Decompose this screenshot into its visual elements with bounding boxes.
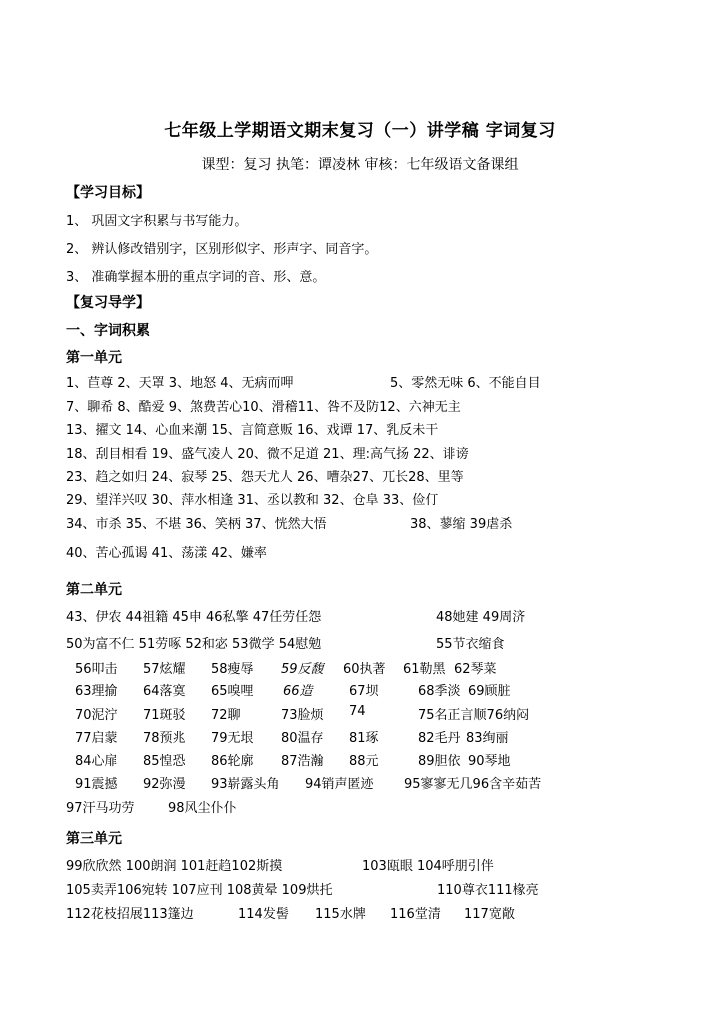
vocab-line: 50为富不仁 51劳啄 52和宓 53微学 54慰勉 [66, 637, 322, 652]
vocab-word: 92弥漫 [143, 777, 186, 792]
vocab-word: 80温存 [281, 731, 324, 746]
vocab-word: 70泥泞 [75, 708, 118, 723]
vocab-word: 78预兆 [143, 731, 186, 746]
vocab-line: 13、擢文 14、心血来潮 15、言简意贩 16、戏谭 17、乳反未干 [66, 423, 439, 438]
vocab-line: 1、苣尊 2、天罩 3、地怒 4、无病而呷 [66, 376, 294, 391]
vocab-line: 18、刮目相看 19、盛气凌人 20、微不足道 21、理:高气扬 22、诽谤 [66, 447, 469, 462]
vocab-word: 64落寞 [143, 684, 186, 699]
vocab-word: 91震撼 [75, 777, 118, 792]
vocab-word: 60执著 [343, 662, 386, 677]
vocab-word: 84心扉 [75, 754, 118, 769]
vocab-word: 114发髻 [238, 907, 289, 922]
vocab-word: 61勒黑 [403, 662, 446, 677]
vocab-word: 116堂清 [390, 907, 441, 922]
goal-item: 1、 巩固文字积累与书写能力。 [66, 214, 248, 229]
vocab-line: 34、市杀 35、不堪 36、笑柄 37、恍然大悟 [66, 517, 327, 532]
vocab-word: 57炫耀 [143, 662, 186, 677]
vocab-word: 65嗅哩 [211, 684, 254, 699]
vocab-word: 94销声匿迹 [305, 777, 374, 792]
vocab-word: 75名正言顺76纳闷 [418, 708, 530, 723]
vocab-word: 77启蒙 [75, 731, 118, 746]
vocab-word: 74 [349, 704, 366, 719]
unit3-heading: 第三单元 [66, 831, 122, 847]
vocab-word: 90琴地 [468, 754, 511, 769]
vocab-word: 73脸烦 [281, 708, 324, 723]
vocab-word: 83绚丽 [466, 731, 509, 746]
vocab-word: 79无垠 [211, 731, 254, 746]
vocab-line: 48她建 49周济 [436, 610, 526, 625]
vocab-word: 72聊 [211, 708, 241, 723]
vocab-word: 66造 [283, 684, 313, 699]
vocab-line: 110尊衣111椽亮 [437, 883, 539, 898]
page-title: 七年级上学期语文期末复习（一）讲学稿 字词复习 [164, 121, 556, 141]
vocab-word: 115水牌 [315, 907, 366, 922]
unit1-heading: 第一单元 [66, 350, 122, 366]
vocab-word: 59反馥 [281, 662, 324, 677]
vocab-word: 97汗马功劳 [66, 801, 135, 816]
vocab-word: 67坝 [349, 684, 379, 699]
vocab-line: 29、望洋兴叹 30、萍水相逢 31、丞以教和 32、仓阜 33、俭仃 [66, 493, 439, 508]
vocab-line: 23、趋之如归 24、寂琴 25、怨天尤人 26、嘈杂27、兀长28、里等 [66, 470, 464, 485]
vocab-word: 58瘦辱 [211, 662, 254, 677]
vocab-word: 98风尘仆仆 [168, 801, 237, 816]
vocab-word: 117宽敞 [464, 907, 515, 922]
vocab-word: 71斑驳 [143, 708, 186, 723]
vocab-line: 103瓯眼 104呼朋引伴 [362, 859, 494, 874]
vocab-word: 87浩瀚 [281, 754, 324, 769]
vocab-line: 105卖弄106宛转 107应刊 108黄晕 109烘托 [66, 883, 333, 898]
vocab-line: 99欣欣然 100朗润 101赶趋102斯摸 [66, 859, 283, 874]
vocab-word: 93崭露头角 [211, 777, 280, 792]
vocab-word: 56叩击 [75, 662, 118, 677]
vocab-word: 95寥寥无几96含辛茹苦 [404, 777, 542, 792]
vocab-line: 38、蓼缩 39虐杀 [410, 517, 513, 532]
goals-heading: 【学习目标】 [66, 185, 150, 201]
vocab-word: 86轮廓 [211, 754, 254, 769]
vocab-line: 5、零然无味 6、不能自目 [390, 376, 541, 391]
vocab-word: 88元 [349, 754, 379, 769]
vocab-word: 69顾脏 [468, 684, 511, 699]
vocab-word: 62琴菜 [454, 662, 497, 677]
vocab-word: 68季淡 [418, 684, 461, 699]
unit2-heading: 第二单元 [66, 582, 122, 598]
vocab-word: 81琢 [349, 731, 379, 746]
part1-heading: 一、字词积累 [66, 323, 150, 339]
vocab-word: 85惶恐 [143, 754, 186, 769]
vocab-line: 55节衣缩食 [436, 637, 505, 652]
vocab-word: 82毛丹 [418, 731, 461, 746]
vocab-word: 89胆依 [418, 754, 461, 769]
vocab-word: 112花枝招展113篷边 [66, 907, 194, 922]
goal-item: 2、 辨认修改错别字，区别形似字、形声字、同音字。 [66, 242, 378, 257]
vocab-line: 43、伊农 44祖籍 45申 46私擎 47任劳任怨 [66, 610, 322, 625]
vocab-line: 7、聊希 8、酷爱 9、煞费苦心10、滑稽11、咎不及防12、六神无主 [66, 400, 461, 415]
vocab-word: 63理揄 [75, 684, 118, 699]
goal-item: 3、 准确掌握本册的重点字词的音、形、意。 [66, 270, 326, 285]
guide-heading: 【复习导学】 [66, 295, 150, 311]
vocab-line: 40、苦心孤谒 41、荡漾 42、嫌率 [66, 546, 267, 561]
page-subtitle: 课型：复习 执笔：谭凌林 审核：七年级语文备课组 [201, 157, 519, 173]
